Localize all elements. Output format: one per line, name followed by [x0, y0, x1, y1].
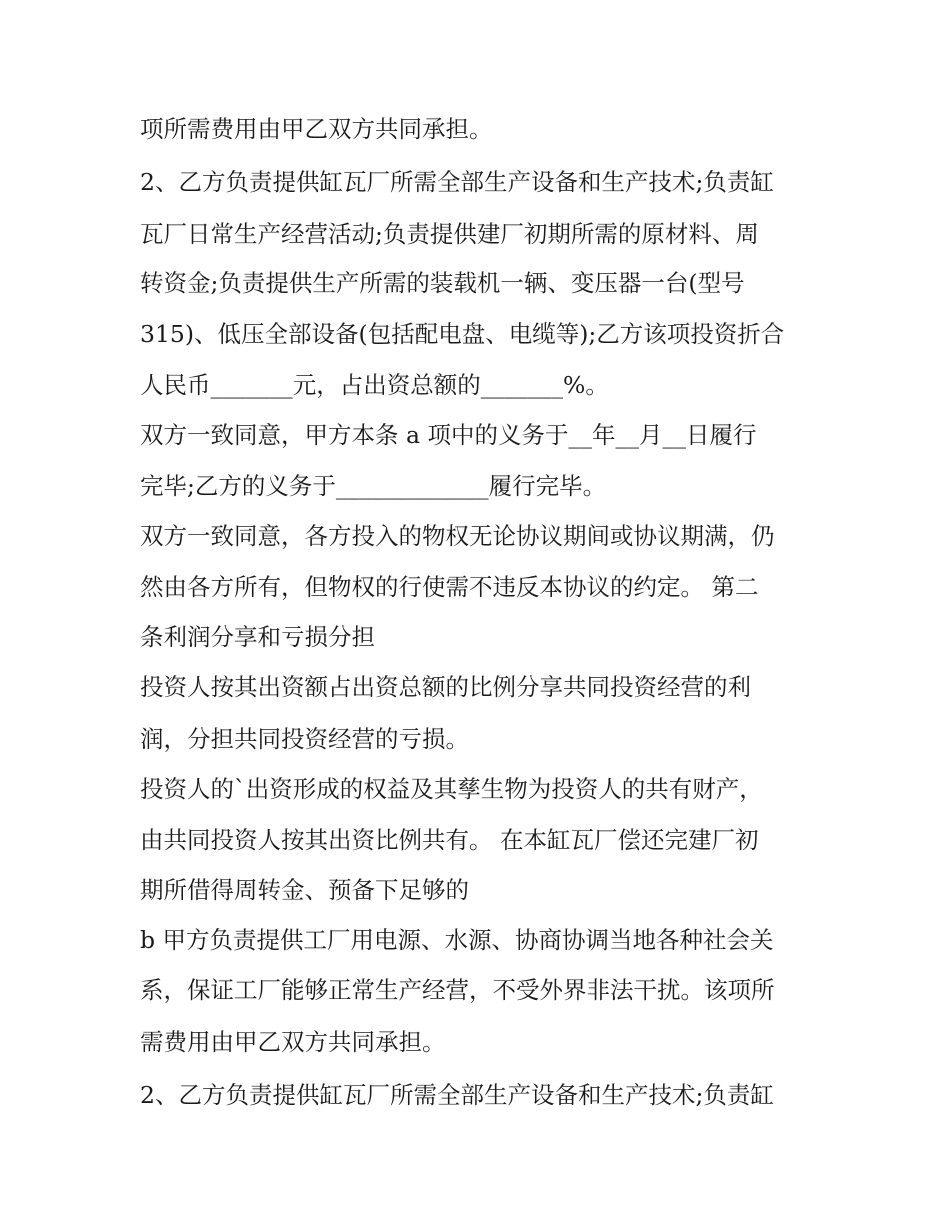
text-line: 由共同投资人按其出资比例共有。 在本缸瓦厂偿还完建厂初 — [140, 826, 759, 854]
text-line: 双方一致同意，甲方本条 a 项中的义务于__年__月__日履行 — [140, 421, 757, 449]
text-line: 需费用由甲乙双方共同承担。 — [140, 1028, 446, 1056]
text-line: 投资人的`出资形成的权益及其孳生物为投资人的共有财产， — [140, 775, 763, 803]
text-line: 2、乙方负责提供缸瓦厂所需全部生产设备和生产技术;负责缸 — [140, 168, 774, 196]
text-line: 人民币_______元，占出资总额的_______%。 — [140, 371, 609, 399]
text-line: 双方一致同意，各方投入的物权无论协议期间或协议期满，仍 — [140, 522, 775, 550]
text-line: 系，保证工厂能够正常生产经营，不受外界非法干扰。该项所 — [140, 976, 775, 1004]
text-line: 315)、低压全部设备(包括配电盘、电缆等);乙方该项投资折合 — [140, 320, 785, 348]
text-line: 期所借得周转金、预备下足够的 — [140, 876, 469, 904]
text-line: 瓦厂日常生产经营活动;负责提供建厂初期所需的原材料、周 — [140, 220, 759, 248]
text-line: b 甲方负责提供工厂用电源、水源、协商协调当地各种社会关 — [140, 926, 774, 954]
text-line: 转资金;负责提供生产所需的装载机一辆、变压器一台(型号 — [140, 269, 745, 297]
text-line: 润，分担共同投资经营的亏损。 — [140, 725, 469, 753]
text-line: 投资人按其出资额占出资总额的比例分享共同投资经营的利 — [140, 673, 751, 701]
text-line: 然由各方所有，但物权的行使需不违反本协议的约定。 第二 — [140, 573, 759, 601]
text-line: 完毕;乙方的义务于_____________履行完毕。 — [140, 472, 607, 500]
text-line: 条利润分享和亏损分担 — [140, 623, 375, 651]
text-line: 2、乙方负责提供缸瓦厂所需全部生产设备和生产技术;负责缸 — [140, 1081, 774, 1109]
text-line: 项所需费用由甲乙双方共同承担。 — [140, 115, 493, 143]
